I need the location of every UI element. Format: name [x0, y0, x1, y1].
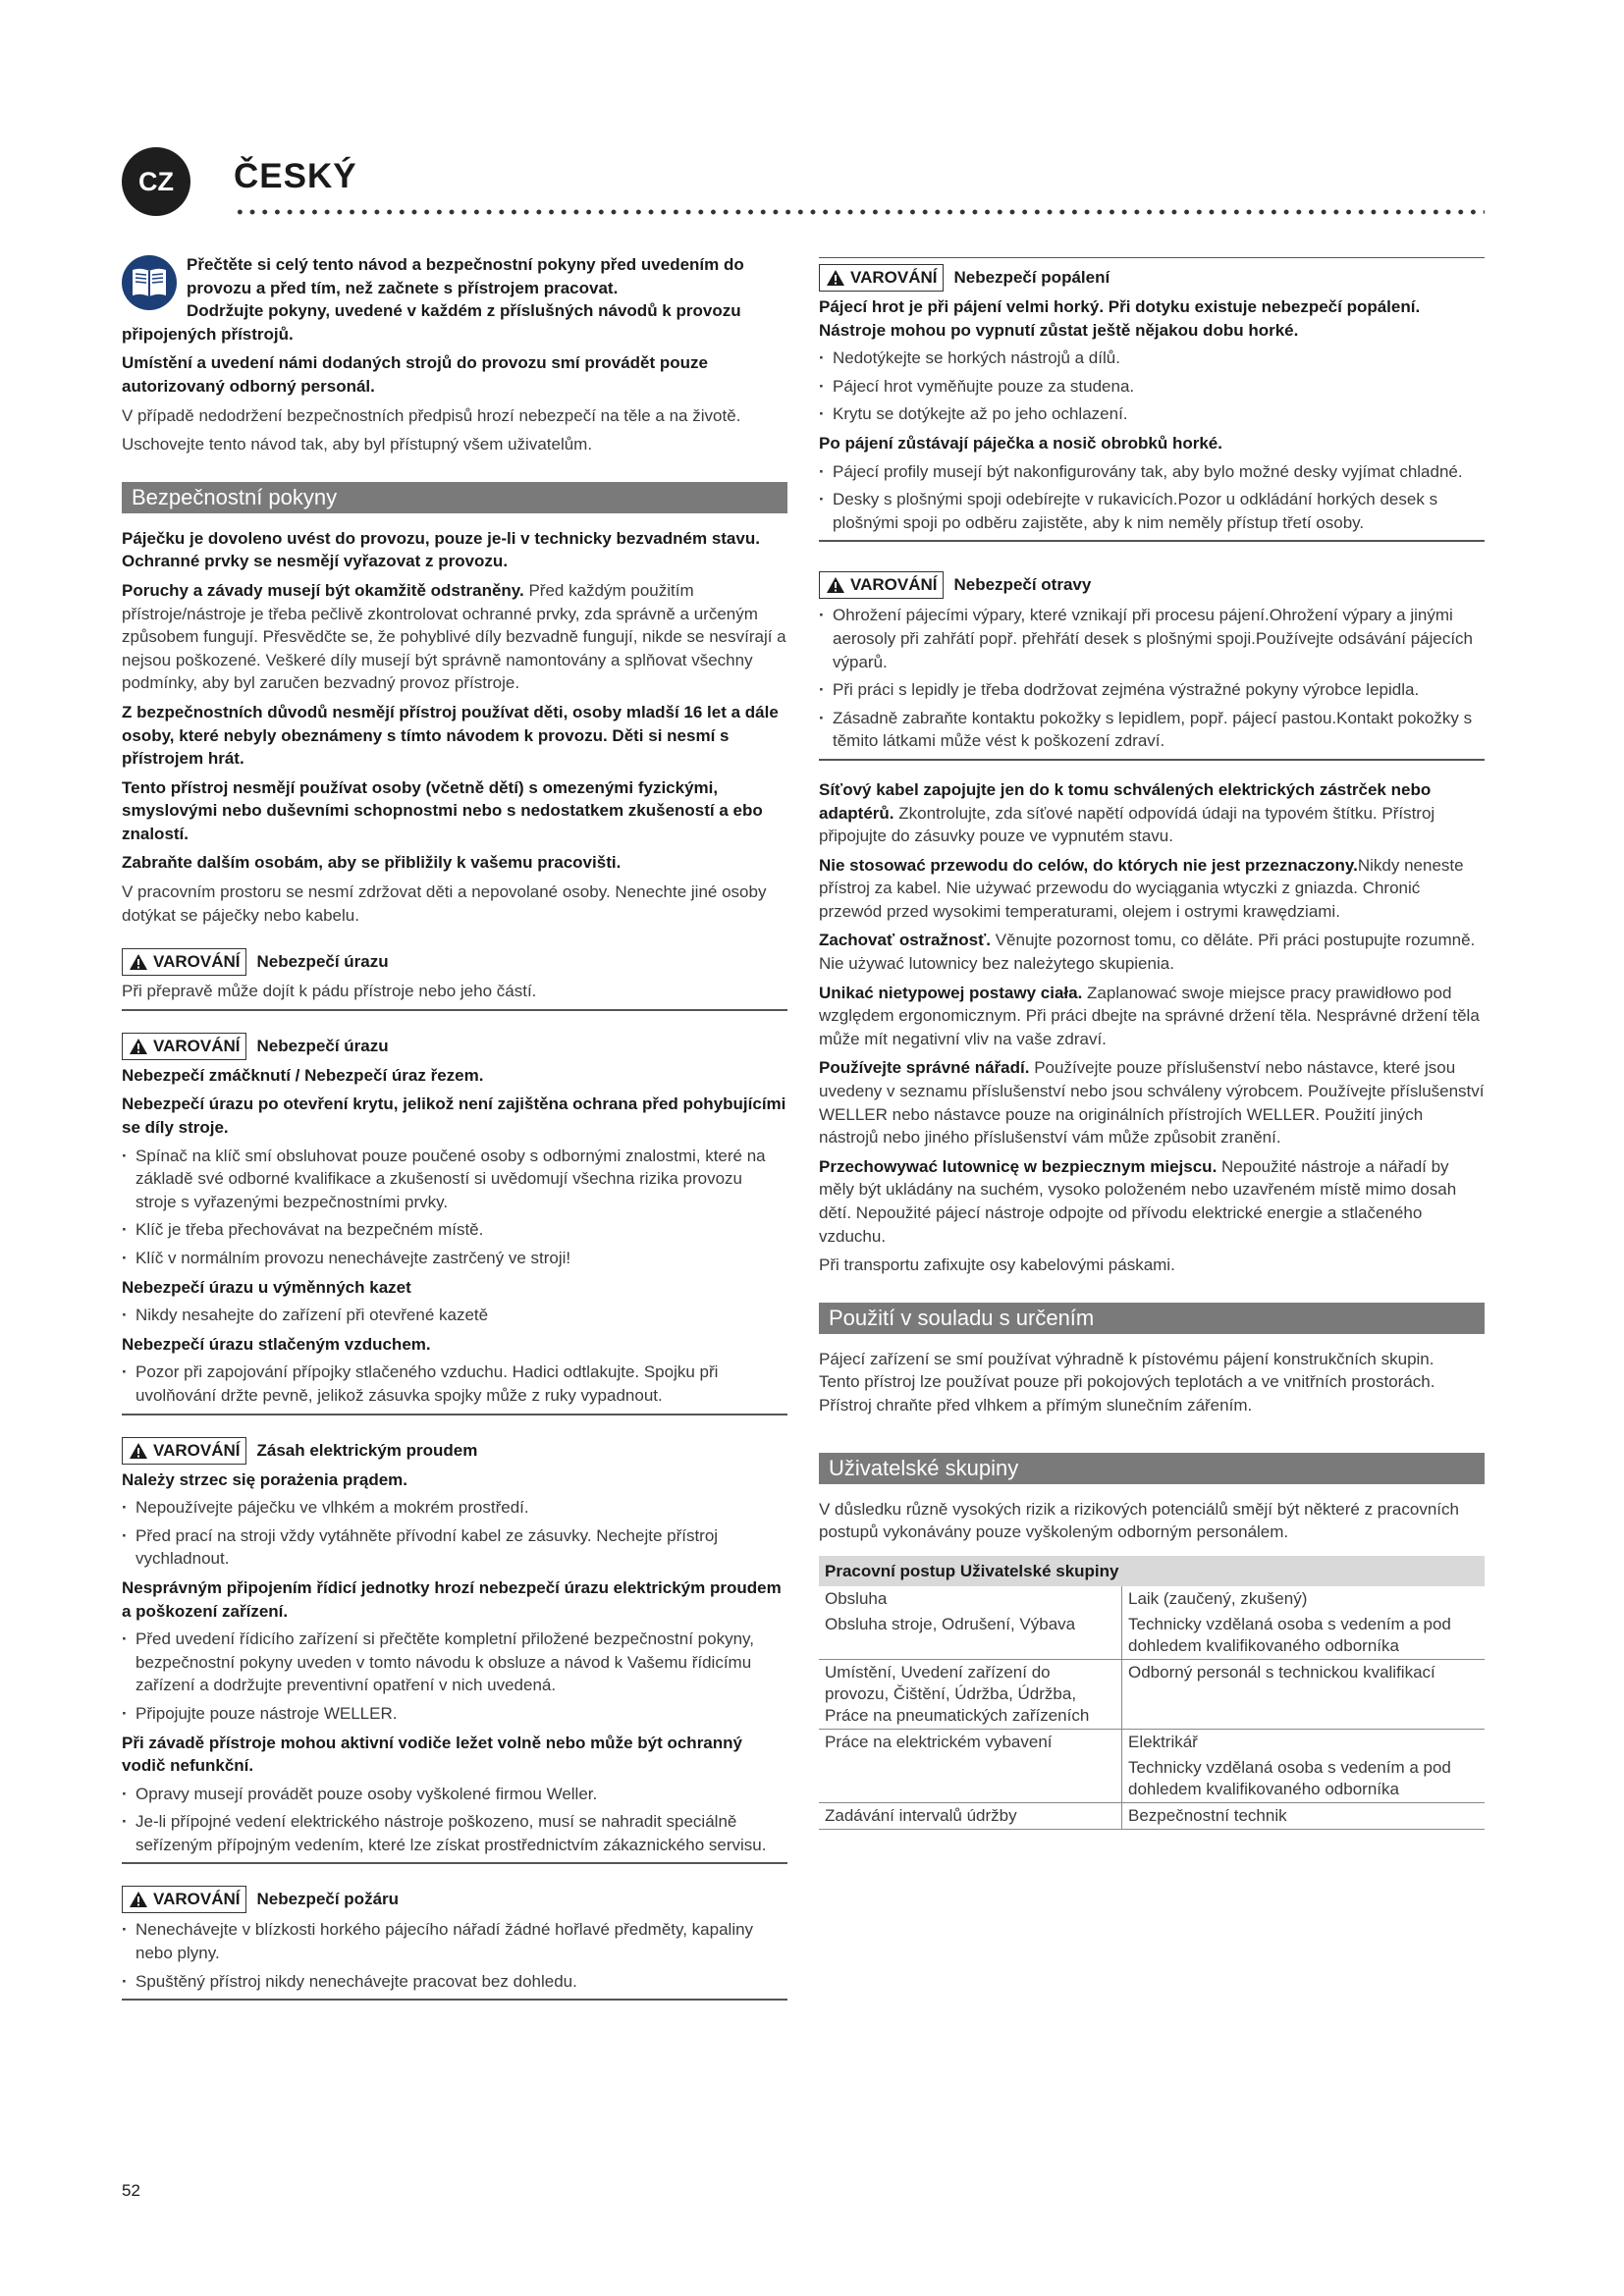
bullet-list: [122, 1918, 787, 1993]
list-item: · Zásadně zabraňte kontaktu pokožky s lepidlem, popř. pájecí pastou.Kontakt pokožky s těmito látkami může vést k poškození zdraví.: [819, 707, 1485, 753]
list-item: · Je-li přípojné vedení elektrického nástroje poškozeno, musí se nahradit speciálně seřízeným přípojným vedením, které lze získat prostřednictvím zákaznického servisu.: [122, 1810, 787, 1856]
list-item: · Pájecí profily musejí být nakonfigurovány tak, aby bylo možné desky vyjímat chladné.: [819, 460, 1485, 484]
paragraph-lead: Unikać nietypowej postawy ciała.: [819, 983, 1083, 1002]
paragraph-lead: Zachovať ostražnosť.: [819, 931, 991, 950]
intro-block: [122, 253, 787, 346]
dotted-divider: [234, 207, 1485, 217]
table-cell: Umístění, Uvedení zařízení do provozu, Čištění, Údržba, Údržba, Práce na pneumatických zařízeních: [819, 1659, 1122, 1729]
table-row: [819, 1729, 1485, 1755]
warning-triangle-icon: [129, 1891, 148, 1908]
paragraph: Při závadě přístroje mohou aktivní vodiče ležet volně nebo může být ochranný vodič nefunkční.: [122, 1733, 742, 1776]
warning-triangle-icon: [826, 576, 845, 594]
table-cell: Bezpečnostní technik: [1122, 1802, 1486, 1829]
paragraph-rest: Zaplanować swoje miejsce pracy prawidłowo pod względem ergonomicznym. Při práci dbejte na správné držení těla. Nesprávné držení těla může mít negativní vliv na vaše zdraví.: [819, 983, 1480, 1048]
section-title-intended-use: Použití v souladu s určením: [819, 1303, 1485, 1334]
warning-title: Nebezpečí úrazu: [256, 1036, 389, 1055]
right-column: [819, 253, 1485, 1830]
manual-book-icon: [122, 255, 177, 310]
table-cell: Laik (zaučený, zkušený): [1128, 1588, 1308, 1608]
paragraph: Po pájení zůstávají páječka a nosič obrobků horké.: [819, 433, 1222, 453]
table-cell: Práce na elektrickém vybavení: [819, 1729, 1122, 1755]
list-item: · Spuštěný přístroj nikdy nenechávejte pracovat bez dohledu.: [122, 1970, 787, 1994]
paragraph-rest: Nikdy neneste přístroj za kabel. Nie używać przewodu do wyciągania wtyczki z gniazda. Chronić przewód przed wysokimi temperaturami, olejem i ostrymi krawędziami.: [819, 855, 1464, 921]
paragraph: Pájecí hrot je při pájení velmi horký. Při dotyku existuje nebezpečí popálení. Nástroje mohou po vypnutí zůstat ještě nějakou dobu horké.: [819, 297, 1421, 340]
list-item: · Nikdy nesahejte do zařízení při otevřené kazetě: [122, 1304, 787, 1327]
paragraph: Nebezpečí úrazu stlačeným vzduchem.: [122, 1334, 431, 1354]
paragraph: V pracovním prostoru se nesmí zdržovat děti a nepovolané osoby. Nenechte jiné osoby dotýkat se páječky nebo kabelu.: [122, 882, 767, 925]
list-item: · Nenechávejte v blízkosti horkého pájecího nářadí žádné hořlavé předměty, kapaliny nebo plyny.: [122, 1918, 787, 1964]
paragraph: Tento přístroj lze používat pouze při pokojových teplotách a ve vnitřních prostorách. Přístroj chraňte před vlhkem a přímým slunečním zářením.: [819, 1372, 1435, 1415]
list-item: · Před prací na stroji vždy vytáhněte přívodní kabel ze zásuvky. Nechejte přístroj vychladnout.: [122, 1524, 787, 1571]
paragraph: Z bezpečnostních důvodů nesmějí přístroj používat děti, osoby mladší 16 let a dále osoby, které nebyly obeznámeny s tímto návodem k provozu. Děti si nesmí s přístrojem hrát.: [122, 702, 779, 769]
warning-label: VAROVÁNÍ: [122, 1033, 246, 1060]
list-item: · Opravy musejí provádět pouze osoby vyškolené firmou Weller.: [122, 1783, 787, 1806]
section-title-safety: Bezpečnostní pokyny: [122, 482, 787, 513]
warning-poisoning: [819, 571, 1485, 761]
bullet-list: [122, 1628, 787, 1725]
warning-label: VAROVÁNÍ: [819, 571, 944, 599]
list-item: · Ohrožení pájecími výpary, které vznikají při procesu pájení.Ohrožení výpary a jinými aerosoly při zahřátí popř. přehřátí desek s plošnými spoji.Používejte odsávání pájecích výparů.: [819, 604, 1485, 673]
list-item: · Při práci s lepidly je třeba dodržovat zejména výstražné pokyny výrobce lepidla.: [819, 678, 1485, 702]
bullet-list: [819, 460, 1485, 535]
warning-label: VAROVÁNÍ: [122, 1886, 246, 1913]
paragraph-rest: Nepoužité nástroje a nářadí by měly být ukládány na suchém, vysoko položeném nebo uzavřeném místě mimo dosah dětí. Nepoužité pájecí nástroje odpojte od přívodu elektrické energie a stlačeného vzduchu.: [819, 1156, 1457, 1246]
table-row: [819, 1802, 1485, 1829]
table-cell: Obsluha: [819, 1586, 1122, 1612]
warning-label: VAROVÁNÍ: [819, 264, 944, 292]
paragraph: Pájecí zařízení se smí používat výhradně k pístovému pájení konstrukčních skupin.: [819, 1349, 1435, 1368]
bullet-list: [122, 1783, 787, 1857]
intro-text-2: Dodržujte pokyny, uvedené v každém z příslušných návodů k provozu připojených přístrojů.: [122, 301, 741, 344]
bullet-list: [122, 1304, 787, 1327]
bullet-list: [122, 1145, 787, 1270]
warning-title: Nebezpečí úrazu: [256, 952, 389, 972]
table-cell: Technicky vzdělaná osoba s vedením a pod dohledem kvalifikovaného odborníka: [1122, 1755, 1486, 1803]
paragraph: Umístění a uvedení námi dodaných strojů do provozu smí provádět pouze autorizovaný odborný personál.: [122, 353, 708, 396]
page-title: ČESKÝ: [234, 157, 357, 195]
paragraph: Tento přístroj nesmějí používat osoby (včetně dětí) s omezenými fyzickými, smyslovými nebo duševními schopnostmi nebo s nedostatkem zkušeností a ebo znalostí.: [122, 777, 763, 843]
paragraph: Nebezpečí úrazu po otevření krytu, jelikož není zajištěna ochrana před pohybujícími se díly stroje.: [122, 1095, 786, 1138]
list-item: · Nepoužívejte páječku ve vlhkém a mokrém prostředí.: [122, 1496, 787, 1520]
warning-title: Nebezpečí otravy: [953, 575, 1092, 595]
paragraph-rest: Věnujte pozornost tomu, co děláte. Při práci postupujte rozumně. Nie używać lutownicy bez należytego skupienia.: [819, 931, 1476, 974]
paragraph: Nesprávným připojením řídicí jednotky hrozí nebezpečí úrazu elektrickým proudem a poškození zařízení.: [122, 1577, 782, 1621]
warning-title: Nebezpečí požáru: [256, 1890, 400, 1909]
paragraph-lead: Przechowywać lutownicę w bezpiecznym miejscu.: [819, 1156, 1218, 1176]
list-item: · Spínač na klíč smí obsluhovat pouze poučené osoby s odbornými znalostmi, které na základě své odborné kvalifikace a zkušeností si uvědomují všechna rizika provozu stroje s vyřazenými bezpečnostními prvky.: [122, 1145, 787, 1214]
bullet-list: [122, 1361, 787, 1407]
paragraph-rest: Zkontrolujte, zda síťové napětí odpovídá údaji na typovém štítku. Přístroj připojujte do zásuvky pouze ve vypnutém stavu.: [819, 803, 1435, 846]
paragraph: Nebezpečí úrazu u výměnných kazet: [122, 1277, 411, 1297]
paragraph-lead: Používejte správné nářadí.: [819, 1058, 1030, 1078]
paragraph-rest: Používejte pouze příslušenství nebo nástavce, které jsou uvedeny v seznamu příslušenství nebo jsou schváleny výrobcem. Používejte příslušenství WELLER nebo nástavce pouze na originálních přístrojích WELLER. Použití jiných nástrojů nebo jiného příslušenství vám může způsobit zranění.: [819, 1058, 1485, 1148]
paragraph: Należy strzec się porażenia prądem.: [122, 1469, 408, 1489]
warning-triangle-icon: [826, 269, 845, 287]
list-item: · Klíč je třeba přechovávat na bezpečném místě.: [122, 1218, 787, 1242]
paragraph: V důsledku různě vysokých rizik a rizikových potenciálů smějí být některé z pracovních postupů vykonávány pouze vyškoleným odborným personálem.: [819, 1499, 1459, 1542]
paragraph: Při transportu zafixujte osy kabelovými páskami.: [819, 1255, 1175, 1275]
table-cell: Obsluha stroje, Odrušení, Výbava: [819, 1612, 1122, 1660]
warning-title: Nebezpečí popálení: [953, 268, 1110, 287]
table-row: [819, 1659, 1485, 1729]
table-header: Pracovní postup Uživatelské skupiny: [819, 1556, 1485, 1586]
list-item: · Pozor při zapojování přípojky stlačeného vzduchu. Hadici odtlakujte. Spojku při uvolňování držte pevně, jelikož zásuvka spojky může z ruky vypadnout.: [122, 1361, 787, 1407]
warning-electric-shock: [122, 1437, 787, 1865]
bullet-list: [819, 604, 1485, 753]
paragraph: V případě nedodržení bezpečnostních předpisů hrozí nebezpečí na těle a na životě.: [122, 405, 741, 425]
list-item: · Pájecí hrot vyměňujte pouze za studena.: [819, 375, 1485, 399]
table-cell: Elektrikář: [1128, 1732, 1198, 1751]
warning-fire: [122, 1886, 787, 2001]
general-paragraphs: [819, 778, 1485, 1277]
list-item: · Krytu se dotýkejte až po jeho ochlazení.: [819, 402, 1485, 426]
warning-triangle-icon: [129, 953, 148, 971]
table-cell: Technicky vzdělaná osoba s vedením a pod dohledem kvalifikovaného odborníka: [1122, 1612, 1486, 1660]
bullet-list: [122, 1496, 787, 1571]
language-badge: CZ: [122, 147, 190, 216]
table-cell: [819, 1755, 1122, 1803]
table-cell: Odborný personál s technickou kvalifikací: [1122, 1659, 1486, 1729]
paragraph: Zabraňte dalším osobám, aby se přibližily k vašemu pracovišti.: [122, 853, 622, 873]
list-item: · Nedotýkejte se horkých nástrojů a dílů.: [819, 347, 1485, 370]
intro-text-1: Přečtěte si celý tento návod a bezpečnostní pokyny před uvedením do provozu a před tím, než začnete s přístrojem pracovat.: [187, 255, 744, 297]
paragraph: Uschovejte tento návod tak, aby byl přístupný všem uživatelům.: [122, 435, 593, 454]
paragraph: Páječku je dovoleno uvést do provozu, pouze je-li v technicky bezvadném stavu. Ochranné prvky se nesmějí vyřazovat z provozu.: [122, 528, 760, 571]
table-row: [819, 1586, 1485, 1612]
paragraph-rest: Před každým použitím přístroje/nástroje je třeba pečlivě zkontrolovat ochranné prvky, zda správně a určeným způsobem fungují. Přesvědčte se, že pohyblivé díly bezvadně fungují, nikde se nesvírají a nejsou poškozené. Veškeré díly musejí být správně namontovány a splňovat všechny podmínky, aby byl zaručen bezvadný provoz přístroje.: [122, 580, 786, 693]
list-item: · Klíč v normálním provozu nenechávejte zastrčený ve stroji!: [122, 1247, 787, 1270]
page-number: 52: [122, 2181, 140, 2200]
warning-title: Zásah elektrickým proudem: [256, 1440, 478, 1460]
user-groups-table: [819, 1556, 1485, 1830]
paragraph-lead: Nie stosować przewodu do celów, do których nie jest przeznaczony.: [819, 855, 1358, 875]
table-row: [819, 1755, 1485, 1803]
paragraph-lead: Poruchy a závady musejí být okamžitě odstraněny.: [122, 580, 524, 600]
bullet-list: [819, 347, 1485, 426]
warning-burn: [819, 257, 1485, 542]
list-item: · Před uvedení řídicího zařízení si přečtěte kompletní přiložené bezpečnostní pokyny, bezpečnostní pokyny uveden v tomto návodu k obsluze a návod k Vašemu řídicímu zařízení a dodržujte preventivní opatření v nich uvedená.: [122, 1628, 787, 1697]
table-row: [819, 1612, 1485, 1660]
paragraph-lead: Síťový kabel zapojujte jen do k tomu schválených elektrických zástrček nebo adaptérů.: [819, 779, 1432, 823]
left-column: [122, 253, 787, 2001]
section-title-user-groups: Uživatelské skupiny: [819, 1453, 1485, 1484]
warning-injury: [122, 1033, 787, 1415]
table-cell: Zadávání intervalů údržby: [819, 1802, 1122, 1829]
warning-text: Při přepravě může dojít k pádu přístroje nebo jeho částí.: [122, 982, 537, 1001]
warning-label: VAROVÁNÍ: [122, 948, 246, 976]
paragraph: Nebezpečí zmáčknutí / Nebezpečí úraz řezem.: [122, 1065, 484, 1085]
warning-triangle-icon: [129, 1442, 148, 1460]
warning-triangle-icon: [129, 1038, 148, 1055]
warning-label: VAROVÁNÍ: [122, 1437, 246, 1465]
list-item: · Připojujte pouze nástroje WELLER.: [122, 1702, 787, 1726]
list-item: · Desky s plošnými spoji odebírejte v rukavicích.Pozor u odkládání horkých desek s plošnými spoji po odběru zajistěte, aby k nim neměly přístup třetí osoby.: [819, 488, 1485, 534]
warning-injury-transport: [122, 948, 787, 1011]
